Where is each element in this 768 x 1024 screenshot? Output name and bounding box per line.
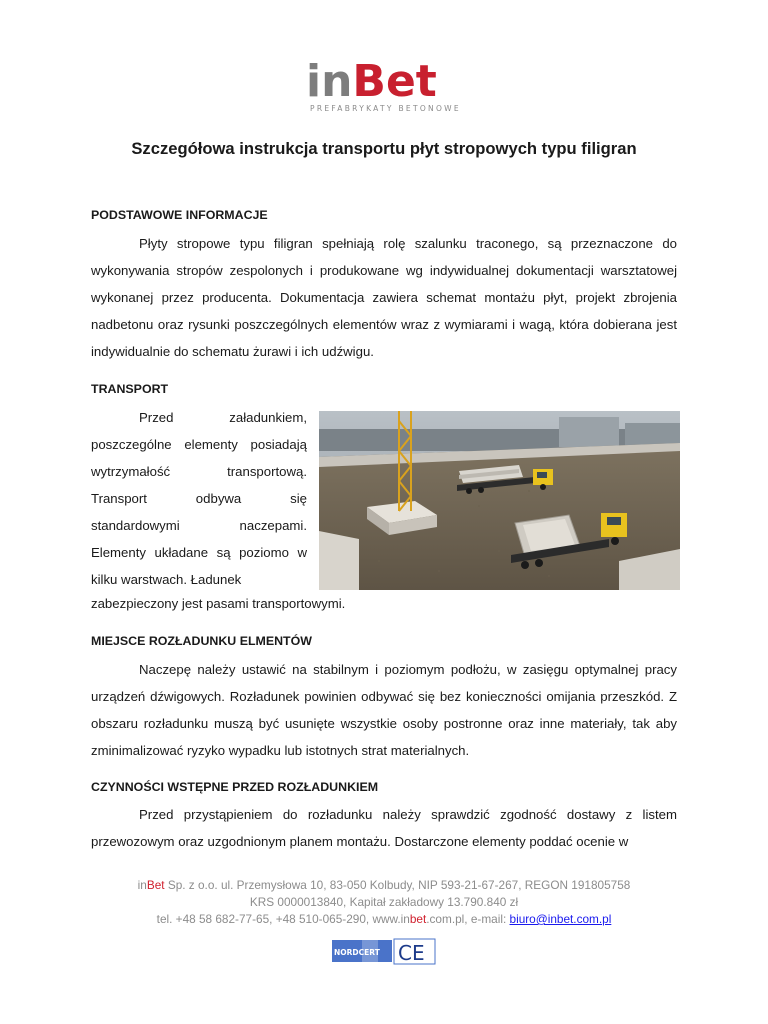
heading-preliminary: CZYNNOŚCI WSTĘPNE PRZED ROZŁADUNKIEM [91,780,379,794]
paragraph-unloading-place: Naczepę należy ustawić na stabilnym i poziomym podłożu, w zasięgu optymalnej pracy urządzeń dźwigowych. Rozładunek powinien odbywać się bez konieczności omijania przeszkód. Z obszaru rozładunku muszą być usunięte wszystkie osoby postronne oraz inne materiały, tak aby zminimalizować ryzyko wypadku lub istotnych strat materialnych. [91,662,677,758]
paragraph-preliminary: Przed przystąpieniem do rozładunku należy sprawdzić zgodność dostawy z listem przewozowym oraz uzgodnionym planem montażu. Dostarczone elementy poddać ocenie w [91,807,677,849]
svg-text:CE: CE [398,941,425,965]
construction-site-image [319,411,680,590]
heading-transport: TRANSPORT [91,382,169,396]
footer-registry-line: KRS 0000013840, Kapitał zakładowy 13.790.840 zł [249,895,519,909]
heading-basic-info: PODSTAWOWE INFORMACJE [91,208,268,222]
logo-wordmark: inBet [306,56,437,107]
footer-company-line: inBet Sp. z o.o. ul. Przemysłowa 10, 83-050 Kolbudy, NIP 593-21-67-267, REGON 191805758 [137,878,631,892]
paragraph-transport: Przed załadunkiem, poszczególne elementy posiadają wytrzymałość transportową. Transport odbywa się standardowymi naczepami. Elementy układane są poziomo w kilku warstwach. Ładunek [91,410,307,587]
footer-contact-line: tel. +48 58 682-77-65, +48 510-065-290, www.inbet.com.pl, e-mail: biuro@inbet.com.pl [156,912,612,926]
document-title: Szczegółowa instrukcja transportu płyt stropowych typu filigran [131,139,637,158]
logo-tagline: PREFABRYKATY BETONOWE [310,104,461,113]
nordcert-label: NORDCERT [334,948,380,957]
email-link[interactable]: biuro@inbet.com.pl [509,912,612,926]
paragraph-basic-info: Płyty stropowe typu filigran spełniają rolę szalunku traconego, są przeznaczone do wykonywania stropów zespolonych i produkowane wg indywidualnej dokumentacji warsztatowej wykonanej przez producenta. Dokumentacja zawiera schemat montażu płyt, projekt zbrojenia nadbetonu oraz rysunki poszczególnych elementów wraz z wymiarami i wagą, która dobierana jest indywidualnie do schematu żurawi i ich udźwigu. [91,236,677,359]
heading-unloading-place: MIEJSCE ROZŁADUNKU ELMENTÓW [91,634,312,648]
paragraph-transport-end: zabezpieczony jest pasami transportowymi. [91,596,346,611]
company-logo [306,58,466,122]
certification-logos [332,938,436,965]
